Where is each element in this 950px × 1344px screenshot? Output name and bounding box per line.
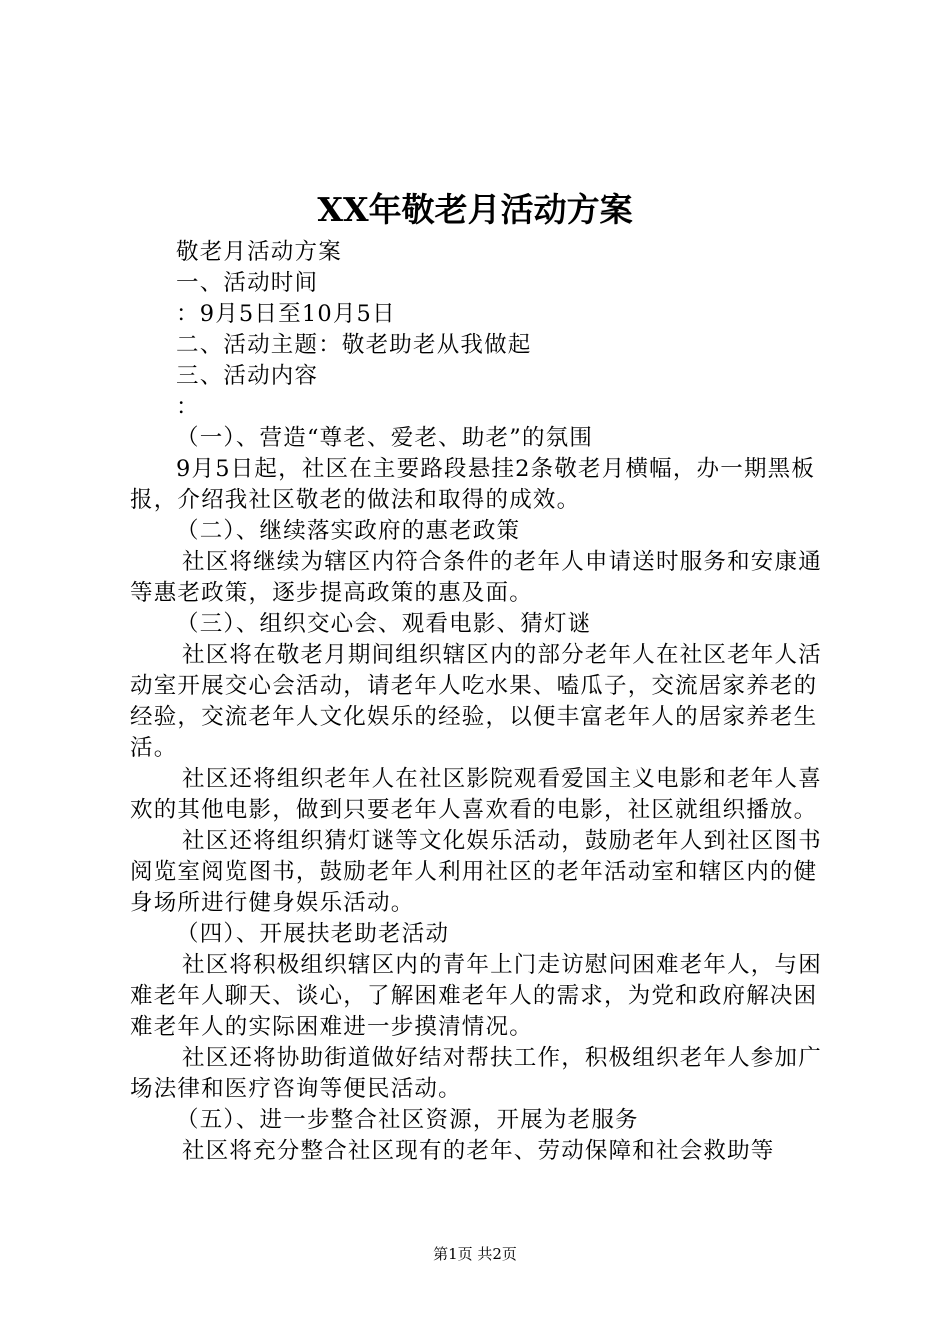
content-colon: ： — [176, 394, 200, 420]
line-subtitle: 敬老月活动方案 — [176, 239, 342, 265]
section-heading-5: （五）、进一步整合社区资源，开展为老服务 — [176, 1107, 639, 1133]
document-body — [130, 237, 832, 1167]
document-title: XX年敬老月活动方案 — [317, 190, 633, 229]
paragraph-4: 社区还将组织老年人在社区影院观看爱国主义电影和老年人喜欢的其他电影，做到只要老年人喜欢看的电影，社区就组织播放。 — [130, 766, 822, 823]
section-heading-2: （二）、继续落实政府的惠老政策 — [176, 518, 521, 544]
activity-time-value: ：9月5日至10月5日 — [176, 301, 396, 327]
paragraph-7: 社区还将协助街道做好结对帮扶工作，积极组织老年人参加广场法律和医疗咨询等便民活动。 — [130, 1045, 822, 1102]
section-heading-4: （四）、开展扶老助老活动 — [176, 921, 450, 947]
section-heading-1: （一）、营造“尊老、爱老、助老”的氛围 — [176, 425, 594, 451]
heading-activity-theme: 二、活动主题：敬老助老从我做起 — [176, 332, 532, 358]
paragraph-3: 社区将在敬老月期间组织辖区内的部分老年人在社区老年人活动室开展交心会活动，请老年人吃水果、嗑瓜子，交流居家养老的经验，交流老年人文化娱乐的经验，以便丰富老年人的居家养老生活。 — [130, 642, 822, 761]
paragraph-2: 社区将继续为辖区内符合条件的老年人申请送时服务和安康通等惠老政策，逐步提高政策的惠及面。 — [130, 549, 822, 606]
paragraph-8: 社区将充分整合社区现有的老年、劳动保障和社会救助等 — [182, 1138, 775, 1164]
heading-activity-content: 三、活动内容 — [176, 363, 319, 389]
page-footer: 第1页 共2页 — [433, 1245, 517, 1263]
section-heading-3: （三）、组织交心会、观看电影、猜灯谜 — [176, 611, 592, 637]
paragraph-5: 社区还将组织猜灯谜等文化娱乐活动，鼓励老年人到社区图书阅览室阅览图书，鼓励老年人利用社区的老年活动室和辖区内的健身场所进行健身娱乐活动。 — [130, 828, 822, 916]
heading-activity-time: 一、活动时间 — [176, 270, 319, 296]
paragraph-1: 9月5日起，社区在主要路段悬挂2条敬老月横幅，办一期黑板报，介绍我社区敬老的做法和取得的成效。 — [130, 456, 816, 513]
paragraph-6: 社区将积极组织辖区内的青年上门走访慰问困难老年人，与困难老年人聊天、谈心，了解困难老年人的需求，为党和政府解决困难老年人的实际困难进一步摸清情况。 — [130, 952, 822, 1040]
